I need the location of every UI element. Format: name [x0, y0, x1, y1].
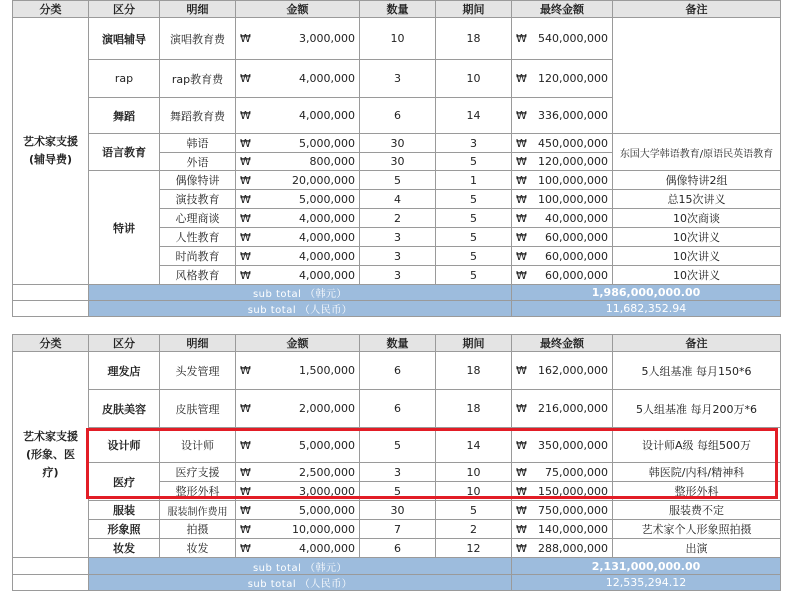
note-cell: 东国大学韩语教育/原语民英语教育 — [613, 134, 781, 171]
won-sign: ₩ — [516, 522, 527, 536]
subtotal-krw-row — [13, 558, 781, 575]
won-sign: ₩ — [516, 484, 527, 498]
amount-cell — [236, 171, 360, 190]
note-cell: 10次商谈 — [613, 209, 781, 228]
amount-value: 4,000,000 — [299, 109, 355, 122]
amount-cell — [236, 209, 360, 228]
qty-cell: 3 — [360, 463, 436, 482]
category-label: 艺术家支援 — [23, 135, 78, 148]
note-cell: 设计师A级 每组500万 — [613, 428, 781, 463]
qty-cell: 7 — [360, 520, 436, 539]
note-cell: 10次讲义 — [613, 228, 781, 247]
detail-cell: 医疗支援 — [160, 463, 236, 482]
amount-value: 5,000,000 — [299, 438, 355, 452]
amount-value: 4,000,000 — [299, 230, 355, 244]
division-cell: 舞蹈 — [89, 98, 160, 134]
total-cell — [512, 352, 613, 390]
total-cell — [512, 501, 613, 520]
amount-value: 5,000,000 — [299, 503, 355, 517]
table-row — [13, 520, 781, 539]
table-row — [13, 501, 781, 520]
period-cell: 5 — [436, 501, 512, 520]
header-period: 期间 — [436, 1, 512, 18]
won-sign: ₩ — [516, 192, 527, 206]
division-cell: 形象照 — [89, 520, 160, 539]
won-sign: ₩ — [516, 173, 527, 187]
qty-cell: 30 — [360, 501, 436, 520]
amount-value: 2,500,000 — [299, 465, 355, 479]
total-value: 150,000,000 — [538, 484, 608, 498]
detail-cell: rap教育费 — [160, 60, 236, 98]
division-cell: 理发店 — [89, 352, 160, 390]
total-value: 100,000,000 — [538, 192, 608, 206]
total-cell — [512, 247, 613, 266]
category-sublabel: (辅导费) — [28, 153, 73, 166]
subtotal-rmb-row — [13, 301, 781, 317]
subtotal-rmb-label: sub total （人民币） — [89, 301, 512, 317]
header-category: 分类 — [13, 335, 89, 352]
qty-cell: 6 — [360, 539, 436, 558]
amount-cell — [236, 266, 360, 285]
total-cell — [512, 190, 613, 209]
note-cell: 韩医院/内科/精神科 — [613, 463, 781, 482]
period-cell: 5 — [436, 209, 512, 228]
total-value: 216,000,000 — [538, 402, 608, 415]
total-cell — [512, 228, 613, 247]
division-cell: 语言教育 — [89, 134, 160, 171]
period-cell: 3 — [436, 134, 512, 153]
won-sign: ₩ — [516, 268, 527, 282]
won-sign: ₩ — [516, 402, 527, 415]
table-row — [13, 390, 781, 428]
won-sign: ₩ — [240, 230, 251, 244]
won-sign: ₩ — [240, 465, 251, 479]
detail-cell: 演技教育 — [160, 190, 236, 209]
header-final-amount: 最终金额 — [512, 335, 613, 352]
won-sign: ₩ — [516, 465, 527, 479]
header-detail: 明细 — [160, 335, 236, 352]
note-cell: 5人组基准 每月150*6 — [613, 352, 781, 390]
total-value: 100,000,000 — [538, 173, 608, 187]
won-sign: ₩ — [516, 503, 527, 517]
subtotal-blank — [13, 575, 89, 591]
qty-cell: 3 — [360, 247, 436, 266]
won-sign: ₩ — [516, 211, 527, 225]
amount-value: 20,000,000 — [292, 173, 355, 187]
detail-cell: 心理商谈 — [160, 209, 236, 228]
total-value: 60,000,000 — [545, 249, 608, 263]
won-sign: ₩ — [240, 268, 251, 282]
division-cell: 医疗 — [89, 463, 160, 501]
table-row — [13, 18, 781, 60]
note-cell: 5人组基准 每月200万*6 — [613, 390, 781, 428]
won-sign: ₩ — [240, 541, 251, 555]
total-cell — [512, 539, 613, 558]
amount-cell — [236, 228, 360, 247]
subtotal-krw-value: 1,986,000,000.00 — [512, 285, 781, 301]
total-value: 60,000,000 — [545, 268, 608, 282]
period-cell: 5 — [436, 190, 512, 209]
amount-cell — [236, 98, 360, 134]
total-value: 540,000,000 — [538, 32, 608, 45]
amount-cell — [236, 134, 360, 153]
detail-cell: 演唱教育费 — [160, 18, 236, 60]
header-category: 分类 — [13, 1, 89, 18]
qty-cell: 3 — [360, 228, 436, 247]
note-cell: 出演 — [613, 539, 781, 558]
header-amount: 金额 — [236, 1, 360, 18]
header-note: 备注 — [613, 1, 781, 18]
won-sign: ₩ — [240, 155, 251, 168]
won-sign: ₩ — [240, 211, 251, 225]
qty-cell: 10 — [360, 18, 436, 60]
note-cell: 总15次讲义 — [613, 190, 781, 209]
amount-value: 1,500,000 — [299, 364, 355, 377]
subtotal-rmb-label: sub total （人民币） — [89, 575, 512, 591]
header-amount: 金额 — [236, 335, 360, 352]
total-cell — [512, 171, 613, 190]
amount-cell — [236, 153, 360, 171]
qty-cell: 5 — [360, 482, 436, 501]
won-sign: ₩ — [516, 136, 527, 150]
won-sign: ₩ — [240, 192, 251, 206]
period-cell: 10 — [436, 463, 512, 482]
qty-cell: 30 — [360, 134, 436, 153]
detail-cell: 整形外科 — [160, 482, 236, 501]
won-sign: ₩ — [516, 438, 527, 452]
subtotal-rmb-row — [13, 575, 781, 591]
period-cell: 12 — [436, 539, 512, 558]
total-cell — [512, 98, 613, 134]
amount-cell — [236, 18, 360, 60]
note-cell: 10次讲义 — [613, 247, 781, 266]
detail-cell: 偶像特讲 — [160, 171, 236, 190]
amount-value: 2,000,000 — [299, 402, 355, 415]
detail-cell: 风格教育 — [160, 266, 236, 285]
header-quantity: 数量 — [360, 1, 436, 18]
subtotal-rmb-value: 12,535,294.12 — [512, 575, 781, 591]
category-cell — [13, 18, 89, 285]
won-sign: ₩ — [516, 155, 527, 168]
division-cell: 服装 — [89, 501, 160, 520]
qty-cell: 5 — [360, 428, 436, 463]
won-sign: ₩ — [516, 32, 527, 45]
won-sign: ₩ — [516, 72, 527, 85]
division-cell: 演唱辅导 — [89, 18, 160, 60]
detail-cell: 拍摄 — [160, 520, 236, 539]
amount-cell — [236, 390, 360, 428]
subtotal-krw-value: 2,131,000,000.00 — [512, 558, 781, 575]
won-sign: ₩ — [240, 438, 251, 452]
won-sign: ₩ — [516, 109, 527, 122]
period-cell: 14 — [436, 428, 512, 463]
detail-cell: 皮肤管理 — [160, 390, 236, 428]
qty-cell: 5 — [360, 171, 436, 190]
period-cell: 5 — [436, 228, 512, 247]
period-cell: 5 — [436, 266, 512, 285]
table-row — [13, 539, 781, 558]
subtotal-krw-label: sub total （韩元） — [89, 285, 512, 301]
total-cell — [512, 520, 613, 539]
note-cell: 10次讲义 — [613, 266, 781, 285]
division-cell: 设计师 — [89, 428, 160, 463]
amount-cell — [236, 539, 360, 558]
header-division: 区分 — [89, 1, 160, 18]
total-cell — [512, 60, 613, 98]
detail-cell: 设计师 — [160, 428, 236, 463]
amount-cell — [236, 247, 360, 266]
table-row — [13, 134, 781, 153]
category-sublabel: (形象、医 — [25, 447, 76, 461]
total-value: 60,000,000 — [545, 230, 608, 244]
amount-value: 5,000,000 — [299, 192, 355, 206]
period-cell: 18 — [436, 352, 512, 390]
qty-cell: 6 — [360, 390, 436, 428]
division-cell: 妆发 — [89, 539, 160, 558]
note-cell: 服装费不定 — [613, 501, 781, 520]
category-sublabel-2: 疗) — [42, 465, 59, 479]
category-cell — [13, 352, 89, 558]
note-cell: 整形外科 — [613, 482, 781, 501]
qty-cell: 3 — [360, 266, 436, 285]
division-cell: rap — [89, 60, 160, 98]
won-sign: ₩ — [240, 109, 251, 122]
amount-cell — [236, 352, 360, 390]
total-cell — [512, 153, 613, 171]
note-cell: 艺术家个人形象照拍摄 — [613, 520, 781, 539]
period-cell: 1 — [436, 171, 512, 190]
amount-value: 4,000,000 — [299, 211, 355, 225]
amount-value: 4,000,000 — [299, 268, 355, 282]
subtotal-rmb-value: 11,682,352.94 — [512, 301, 781, 317]
total-value: 120,000,000 — [538, 155, 608, 168]
support-table-tutoring — [12, 0, 781, 317]
amount-cell — [236, 190, 360, 209]
total-value: 450,000,000 — [538, 136, 608, 150]
amount-value: 3,000,000 — [299, 32, 355, 45]
period-cell: 18 — [436, 390, 512, 428]
total-value: 120,000,000 — [538, 72, 608, 85]
amount-value: 4,000,000 — [299, 541, 355, 555]
period-cell: 5 — [436, 247, 512, 266]
total-cell — [512, 390, 613, 428]
detail-cell: 妆发 — [160, 539, 236, 558]
detail-cell: 外语 — [160, 153, 236, 171]
total-value: 350,000,000 — [538, 438, 608, 452]
subtotal-blank — [13, 285, 89, 301]
detail-cell: 韩语 — [160, 134, 236, 153]
total-value: 140,000,000 — [538, 522, 608, 536]
won-sign: ₩ — [240, 136, 251, 150]
detail-cell: 人性教育 — [160, 228, 236, 247]
total-value: 75,000,000 — [545, 465, 608, 479]
total-cell — [512, 266, 613, 285]
header-period: 期间 — [436, 335, 512, 352]
header-final-amount: 最终金额 — [512, 1, 613, 18]
qty-cell: 2 — [360, 209, 436, 228]
total-value: 288,000,000 — [538, 541, 608, 555]
division-cell: 皮肤美容 — [89, 390, 160, 428]
period-cell: 18 — [436, 18, 512, 60]
amount-value: 5,000,000 — [299, 136, 355, 150]
total-cell — [512, 209, 613, 228]
header-division: 区分 — [89, 335, 160, 352]
amount-value: 10,000,000 — [292, 522, 355, 536]
qty-cell: 30 — [360, 153, 436, 171]
total-cell — [512, 134, 613, 153]
amount-cell — [236, 520, 360, 539]
subtotal-blank — [13, 558, 89, 575]
subtotal-krw-label: sub total （韩元） — [89, 558, 512, 575]
detail-cell: 头发管理 — [160, 352, 236, 390]
qty-cell: 6 — [360, 352, 436, 390]
header-note: 备注 — [613, 335, 781, 352]
total-value: 336,000,000 — [538, 109, 608, 122]
total-value: 750,000,000 — [538, 503, 608, 517]
total-cell — [512, 18, 613, 60]
won-sign: ₩ — [516, 249, 527, 263]
qty-cell: 3 — [360, 60, 436, 98]
total-value: 40,000,000 — [545, 211, 608, 225]
detail-cell: 服装制作费用 — [160, 501, 236, 520]
subtotal-krw-row — [13, 285, 781, 301]
won-sign: ₩ — [240, 503, 251, 517]
won-sign: ₩ — [240, 72, 251, 85]
detail-cell: 舞蹈教育费 — [160, 98, 236, 134]
qty-cell: 6 — [360, 98, 436, 134]
table-row — [13, 352, 781, 390]
won-sign: ₩ — [516, 541, 527, 555]
amount-cell — [236, 501, 360, 520]
amount-value: 4,000,000 — [299, 249, 355, 263]
division-cell: 特讲 — [89, 171, 160, 285]
won-sign: ₩ — [240, 522, 251, 536]
amount-value: 4,000,000 — [299, 72, 355, 85]
period-cell: 10 — [436, 60, 512, 98]
subtotal-blank — [13, 301, 89, 317]
won-sign: ₩ — [240, 402, 251, 415]
total-value: 162,000,000 — [538, 364, 608, 377]
won-sign: ₩ — [516, 230, 527, 244]
won-sign: ₩ — [240, 173, 251, 187]
won-sign: ₩ — [240, 249, 251, 263]
detail-cell: 时尚教育 — [160, 247, 236, 266]
period-cell: 14 — [436, 98, 512, 134]
note-cell: 偶像特讲2组 — [613, 171, 781, 190]
amount-value: 800,000 — [309, 155, 355, 168]
header-quantity: 数量 — [360, 335, 436, 352]
amount-cell — [236, 60, 360, 98]
table-row — [13, 171, 781, 190]
won-sign: ₩ — [240, 32, 251, 45]
period-cell: 10 — [436, 482, 512, 501]
won-sign: ₩ — [240, 484, 251, 498]
period-cell: 2 — [436, 520, 512, 539]
won-sign: ₩ — [240, 364, 251, 377]
period-cell: 5 — [436, 153, 512, 171]
won-sign: ₩ — [516, 364, 527, 377]
qty-cell: 4 — [360, 190, 436, 209]
header-detail: 明细 — [160, 1, 236, 18]
category-label: 艺术家支援 — [23, 429, 78, 443]
note-cell — [613, 18, 781, 134]
amount-value: 3,000,000 — [299, 484, 355, 498]
highlight-box — [86, 428, 778, 499]
